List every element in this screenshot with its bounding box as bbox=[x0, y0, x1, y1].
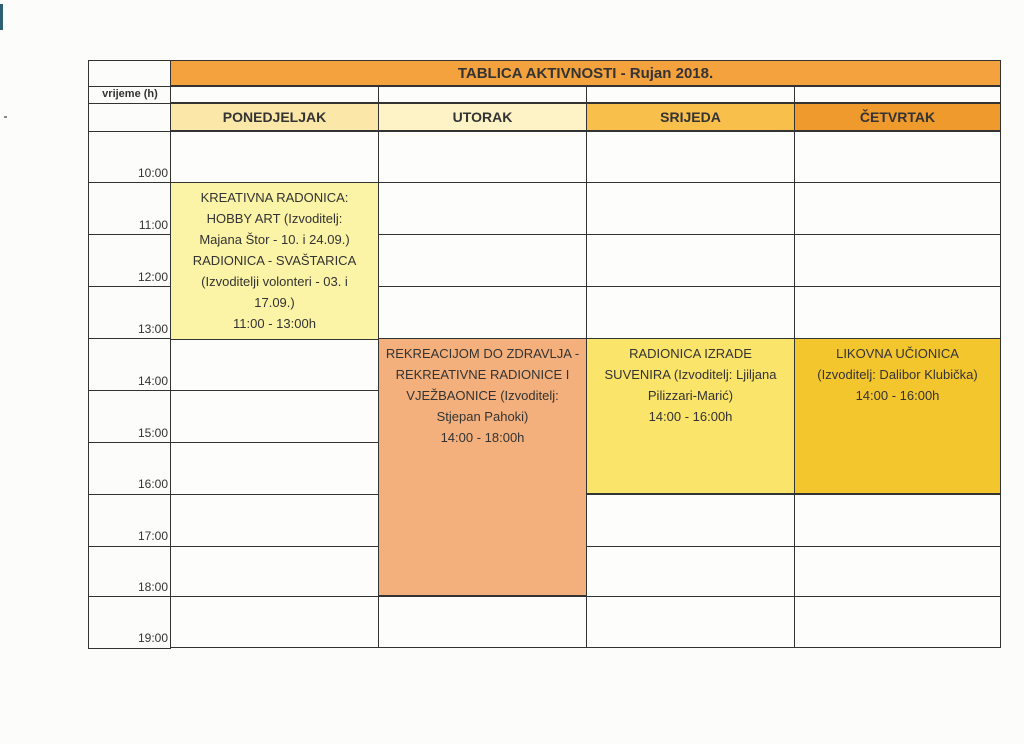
schedule-cell bbox=[378, 131, 587, 183]
day-header-utorak bbox=[378, 103, 587, 131]
schedule-cell bbox=[586, 286, 795, 339]
activity-line: VJEŽBAONICE (Izvoditelj: bbox=[406, 388, 559, 403]
day-header-ponedjeljak bbox=[170, 103, 379, 131]
time-label: 17:00 bbox=[137, 529, 168, 543]
blank-header-cell bbox=[794, 86, 1001, 103]
time-column-divider bbox=[88, 131, 170, 132]
schedule-cell bbox=[170, 546, 379, 597]
schedule-title bbox=[170, 60, 1001, 86]
time-label: 13:00 bbox=[137, 322, 168, 336]
blank-header-cell bbox=[378, 86, 587, 103]
schedule-title-text: TABLICA AKTIVNOSTI - Rujan 2018. bbox=[457, 64, 714, 82]
time-column-label: vrijeme (h) bbox=[102, 88, 158, 100]
activity-line: REKREATIVNE RADIONICE I bbox=[395, 367, 570, 382]
time-row-divider bbox=[88, 234, 170, 235]
schedule-cell bbox=[378, 182, 587, 235]
activity-line: LIKOVNA UČIONICA bbox=[836, 346, 959, 361]
scan-dust-mark bbox=[4, 116, 7, 118]
day-header-cetvrtak bbox=[794, 103, 1001, 131]
blank-header-cell bbox=[586, 86, 795, 103]
schedule-cell bbox=[170, 131, 379, 183]
schedule-cell bbox=[586, 596, 795, 648]
time-row-divider bbox=[88, 596, 170, 597]
schedule-cell bbox=[794, 234, 1001, 287]
time-label: 16:00 bbox=[137, 477, 168, 491]
schedule-cell bbox=[378, 286, 587, 339]
schedule-cell bbox=[170, 442, 379, 495]
activity-line: RADIONICA IZRADE bbox=[629, 346, 752, 361]
activity-line: KREATIVNA RADONICA: bbox=[200, 190, 349, 205]
schedule-cell bbox=[794, 131, 1001, 183]
schedule-cell bbox=[794, 286, 1001, 339]
time-row-divider bbox=[88, 286, 170, 287]
activity-line: Stjepan Pahoki) bbox=[436, 409, 529, 424]
time-row-divider bbox=[88, 338, 170, 339]
activity-line: HOBBY ART (Izvoditelj: bbox=[206, 211, 343, 226]
activity-line: 11:00 - 13:00h bbox=[233, 316, 316, 331]
activity-line: SUVENIRA (Izvoditelj: Ljiljana bbox=[604, 367, 777, 382]
time-label: 11:00 bbox=[138, 218, 168, 232]
blank-header-cell bbox=[170, 86, 379, 103]
time-column-divider bbox=[88, 86, 170, 87]
time-row-divider bbox=[88, 182, 170, 183]
activity-srijeda bbox=[586, 338, 795, 494]
activity-ponedjeljak bbox=[170, 182, 379, 340]
day-header-label: UTORAK bbox=[452, 109, 513, 125]
schedule-cell bbox=[586, 182, 795, 235]
activity-utorak bbox=[378, 338, 587, 596]
time-row-divider bbox=[88, 390, 170, 391]
time-label: 19:00 bbox=[137, 631, 168, 645]
time-label: 15:00 bbox=[137, 426, 168, 440]
scan-edge-mark bbox=[0, 4, 3, 30]
activity-line: (Izvoditelji volonteri - 03. i bbox=[201, 274, 348, 289]
day-header-label: PONEDJELJAK bbox=[222, 109, 327, 125]
schedule-cell bbox=[794, 182, 1001, 235]
activity-line: 14:00 - 16:00h bbox=[855, 388, 940, 403]
activity-line: RADIONICA - SVAŠTARICA bbox=[192, 253, 357, 268]
schedule-cell bbox=[794, 494, 1001, 547]
schedule-cell bbox=[170, 494, 379, 547]
activity-line: Pilizzari-Marić) bbox=[647, 388, 734, 403]
schedule-cell bbox=[586, 234, 795, 287]
schedule-cell bbox=[794, 596, 1001, 648]
time-row-divider bbox=[88, 546, 170, 547]
schedule-cell bbox=[586, 546, 795, 597]
activity-line: 14:00 - 18:00h bbox=[440, 430, 525, 445]
time-row-divider bbox=[88, 494, 170, 495]
activity-line: (Izvoditelj: Dalibor Klubička) bbox=[817, 367, 978, 382]
activity-line: REKREACIJOM DO ZDRAVLJA - bbox=[385, 346, 580, 361]
schedule-cell bbox=[794, 546, 1001, 597]
activity-line: 14:00 - 16:00h bbox=[648, 409, 733, 424]
day-header-srijeda bbox=[586, 103, 795, 131]
time-label: 12:00 bbox=[137, 270, 168, 284]
time-label: 18:00 bbox=[137, 580, 168, 594]
schedule-cell bbox=[378, 596, 587, 648]
activity-line: 17.09.) bbox=[254, 295, 295, 310]
schedule-cell bbox=[170, 596, 379, 648]
schedule-cell bbox=[170, 390, 379, 443]
schedule-cell bbox=[586, 131, 795, 183]
activity-line: Majana Štor - 10. i 24.09.) bbox=[199, 232, 350, 247]
time-column-divider bbox=[88, 103, 170, 104]
schedule-cell bbox=[170, 338, 379, 391]
time-label: 14:00 bbox=[137, 374, 168, 388]
day-header-label: SRIJEDA bbox=[660, 109, 721, 125]
activity-cetvrtak bbox=[794, 338, 1001, 494]
schedule-cell bbox=[378, 234, 587, 287]
time-column bbox=[88, 60, 171, 649]
time-row-divider bbox=[88, 442, 170, 443]
time-label: 10:00 bbox=[137, 166, 168, 180]
schedule-cell bbox=[586, 494, 795, 547]
day-header-label: ČETVRTAK bbox=[859, 109, 936, 125]
